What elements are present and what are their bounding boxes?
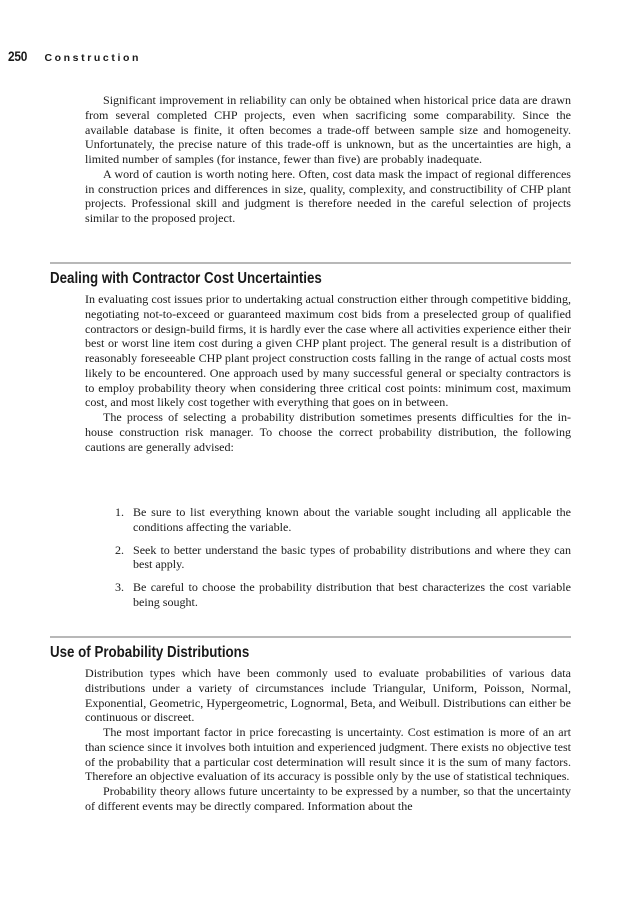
running-header (8, 48, 141, 64)
paragraph: A word of caution is worth noting here. Often, cost data mask the impact of regional differences in construction prices and differences in size, quality, complexity, and constructibility of CHP plant projects. Professional skill and judgment is therefore needed in the careful selection of projects similar to the proposed project. (85, 166, 571, 225)
list-item (85, 580, 571, 610)
intro-text (85, 93, 571, 226)
cautions-list-wrapper (85, 505, 571, 618)
list-item (85, 505, 571, 535)
paragraph: Significant improvement in reliability can only be obtained when historical price data are drawn from several completed CHP projects, even when sacrificing some comparability. Since the available database is finite, it often becomes a trade-off between sample size and homogeneity. Unfortunately, the precise nature of this trade-off is unknown, but as the uncertainties are high, a limited number of samples (for instance, fewer than five) are probably inadequate. (85, 93, 571, 166)
paragraph: The most important factor in price forecasting is uncertainty. Cost estimation is more of an art than science since it involves both intuition and experienced judgment. There exists no objective test of the probability that a particular cost determination will result since it is the sum of many factors. Therefore an objective evaluation of its accuracy is possible only by the use of statistical techniques. (85, 725, 571, 784)
paragraph: Distribution types which have been commonly used to evaluate probabilities of various data distributions under a variety of circumstances include Triangular, Uniform, Poisson, Normal, Exponential, Geometric, Hypergeometric, Lognormal, Beta, and Weibull. Distributions can either be continuous or discreet. (85, 666, 571, 725)
section-divider (50, 636, 571, 638)
list-item-text: Seek to better understand the basic types of probability distributions and where they can best apply. (133, 542, 571, 572)
list-item-text: Be careful to choose the probability distribution that best characterizes the cost variable being sought. (133, 580, 571, 609)
paragraph: In evaluating cost issues prior to undertaking actual construction either through competitive bidding, negotiating not-to-exceed or guaranteed maximum cost bids from a preselected group of qualified contractors or design-build firms, it is hardly ever the case where all activities experience either their best or worst line item cost during a given CHP plant project. The general result is a distribution of reasonably foreseeable CHP plant project construction costs falling in the range of actual costs most likely to be encountered. One approach used by many successful general or specialty contractors is to employ probability theory when considering three critical cost points: minimum cost, maximum cost, and most likely cost together with everything that goes on in between. (85, 292, 571, 410)
cautions-list (85, 505, 571, 610)
section-heading-probability-distributions: Use of Probability Distributions (50, 644, 250, 661)
section-contractor-cost-body (85, 292, 571, 454)
list-item (85, 543, 571, 573)
list-item-number: 3. (115, 580, 125, 594)
page-number: 250 (8, 48, 28, 64)
list-item-number: 2. (115, 542, 125, 557)
paragraph: The process of selecting a probability distribution sometimes presents difficulties for the in-house construction risk manager. To choose the correct probability distribution, the following cautions are generally advised: (85, 410, 571, 454)
section-heading-contractor-cost: Dealing with Contractor Cost Uncertainties (50, 270, 322, 287)
list-item-text: Be sure to list everything known about the variable sought including all applicable the conditions affecting the variable. (133, 505, 571, 534)
section-probability-body (85, 666, 571, 814)
section-divider (50, 262, 571, 264)
list-item-number: 1. (115, 505, 125, 519)
running-title: Construction (44, 52, 141, 64)
paragraph: Probability theory allows future uncertainty to be expressed by a number, so that the uncertainty of different events may be directly compared. Information about the (85, 784, 571, 813)
